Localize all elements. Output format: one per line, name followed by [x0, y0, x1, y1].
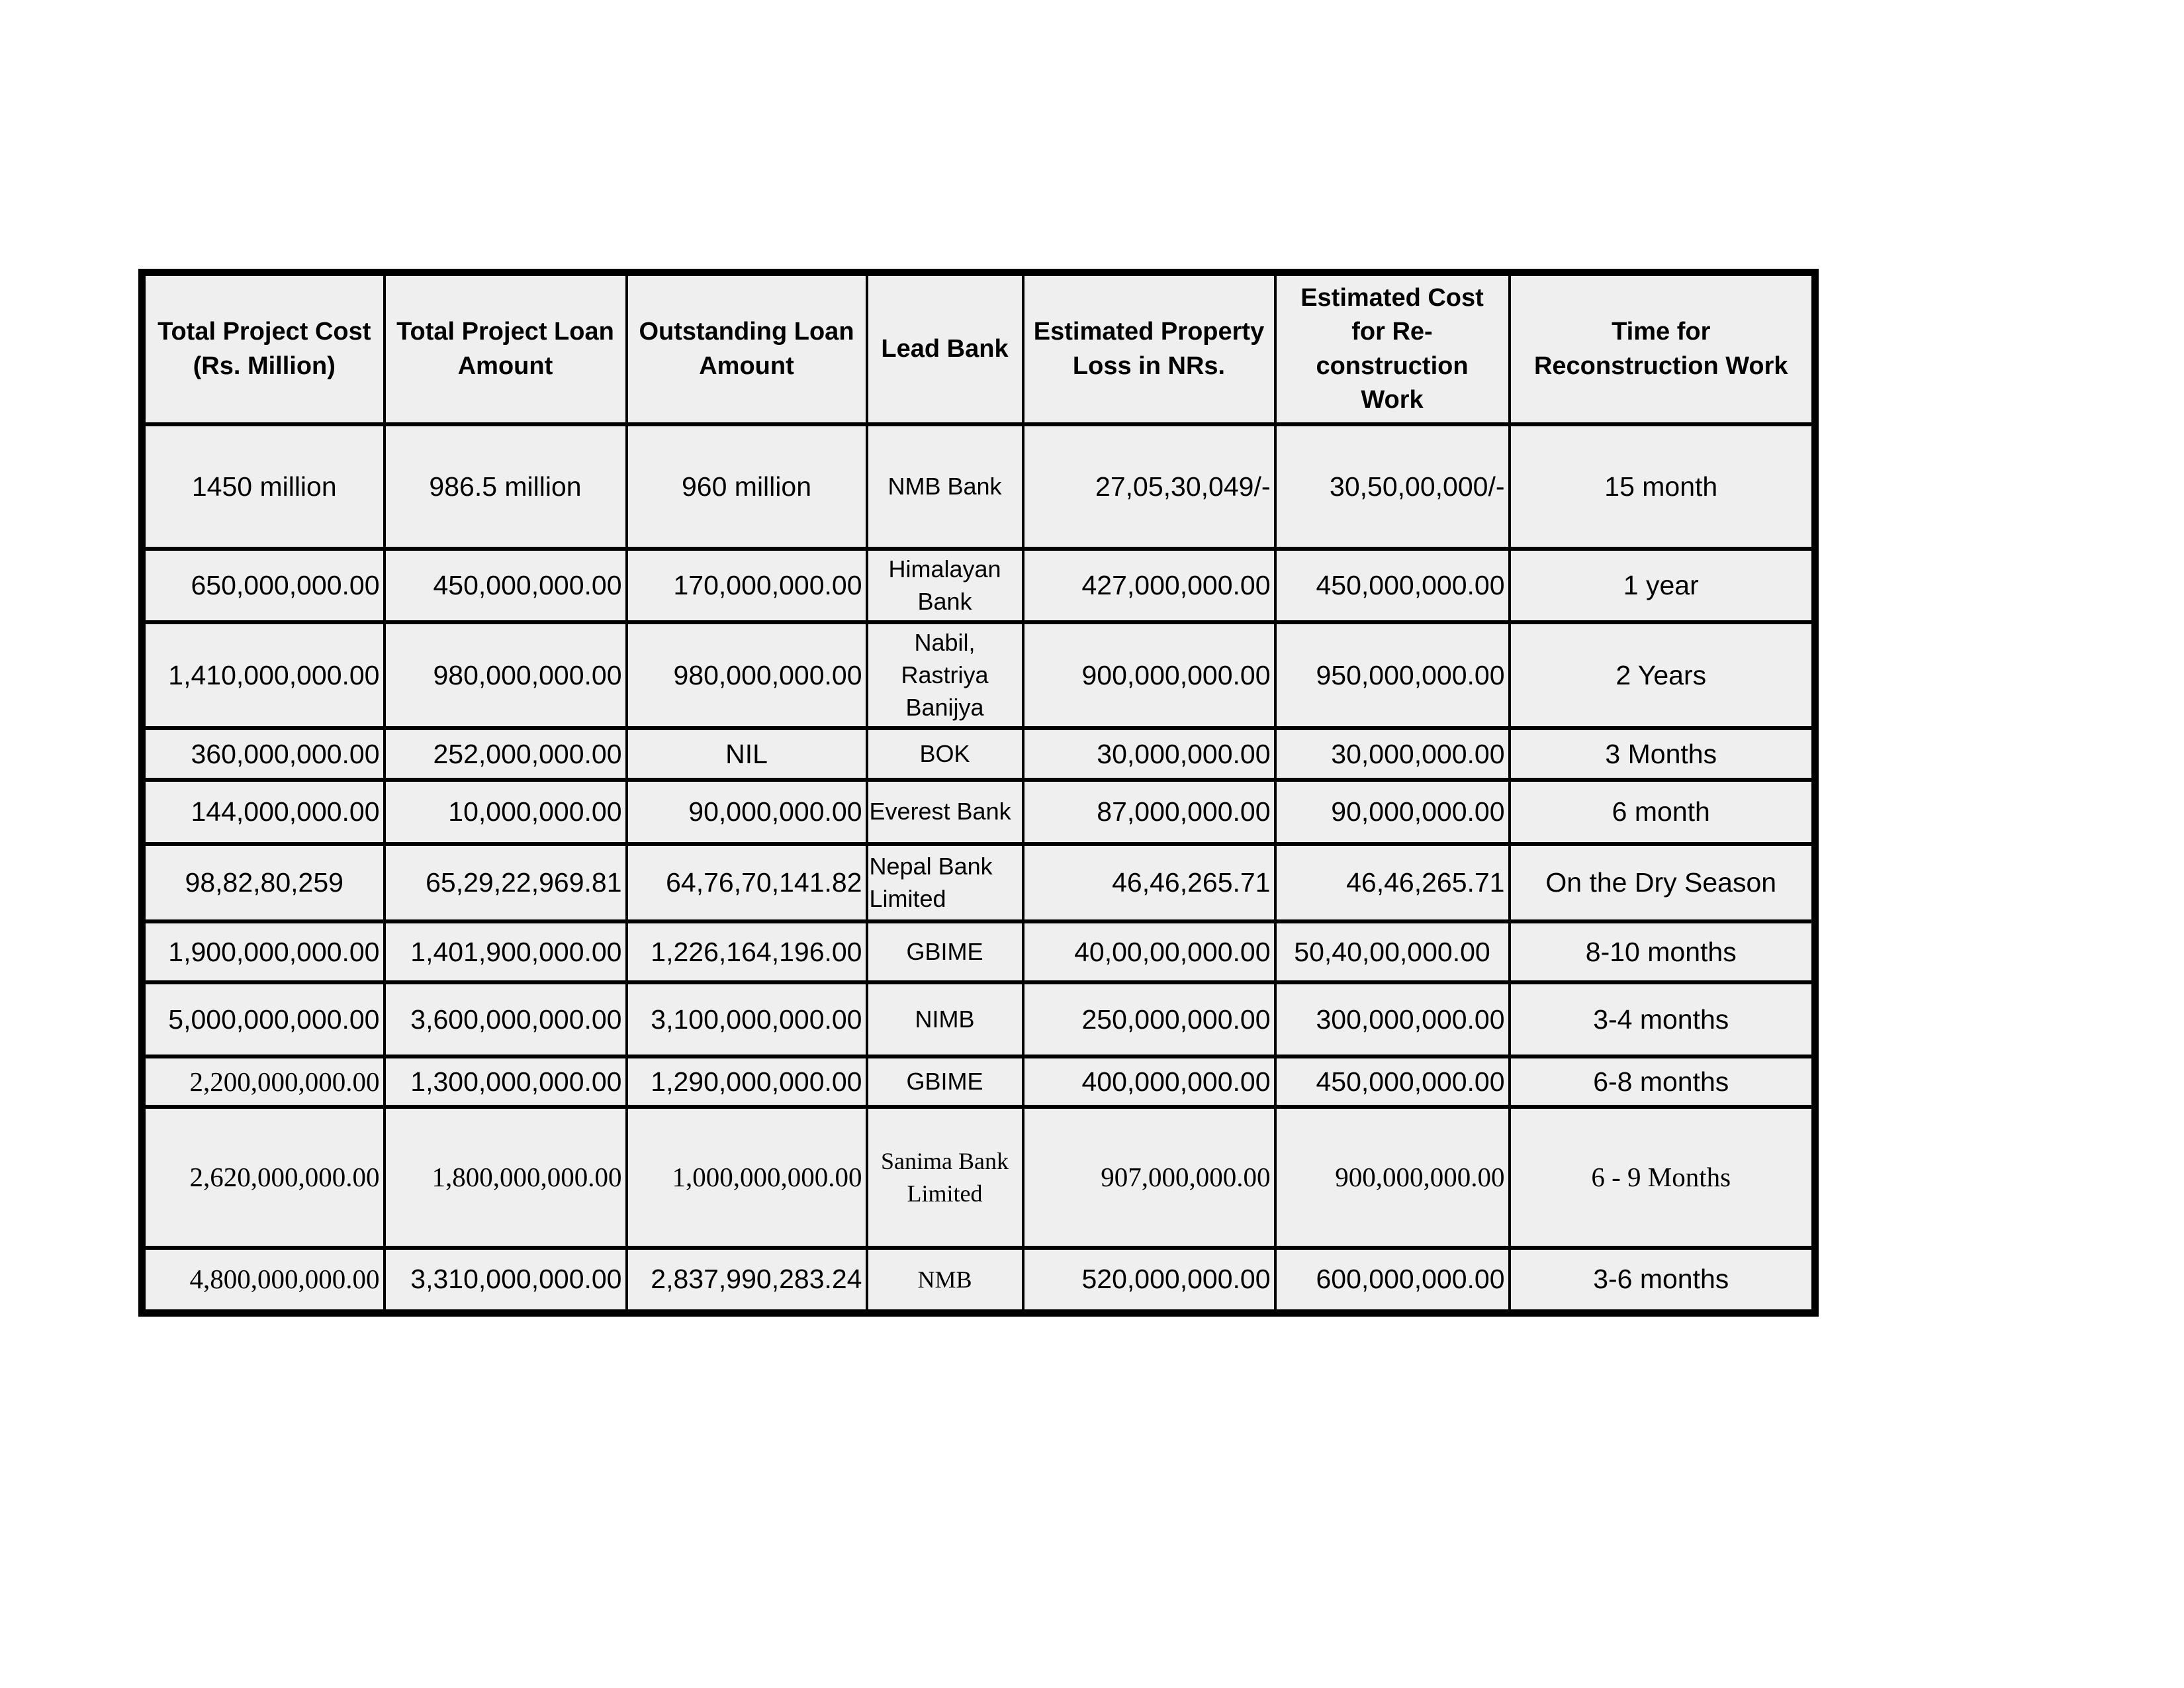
- cell-r7-c5: 40,00,00,000.00: [1023, 921, 1275, 982]
- cell-r9-c6: 450,000,000.00: [1275, 1056, 1510, 1107]
- cell-r3-c2: 980,000,000.00: [385, 622, 627, 728]
- cell-r8-c4: NIMB: [867, 982, 1023, 1056]
- cell-r8-c2: 3,600,000,000.00: [385, 982, 627, 1056]
- cell-r11-c7: 3-6 months: [1510, 1248, 1815, 1313]
- table-row-6: [142, 844, 1815, 921]
- cell-r4-c3: NIL: [627, 728, 867, 780]
- header-row: [142, 273, 1815, 425]
- cell-r10-c7: 6 - 9 Months: [1510, 1107, 1815, 1248]
- cell-r9-c3: 1,290,000,000.00: [627, 1056, 867, 1107]
- cell-r9-c5: 400,000,000.00: [1023, 1056, 1275, 1107]
- cell-r3-c1: 1,410,000,000.00: [142, 622, 385, 728]
- cell-r3-c5: 900,000,000.00: [1023, 622, 1275, 728]
- cell-r2-c6: 450,000,000.00: [1275, 549, 1510, 622]
- cell-r4-c2: 252,000,000.00: [385, 728, 627, 780]
- cell-r5-c4: Everest Bank: [867, 780, 1023, 844]
- cell-r3-c4: Nabil, Rastriya Banijya: [867, 622, 1023, 728]
- cell-r6-c3: 64,76,70,141.82: [627, 844, 867, 921]
- cell-r7-c6: 50,40,00,000.00: [1275, 921, 1510, 982]
- cell-r1-c4: NMB Bank: [867, 424, 1023, 549]
- cell-r2-c3: 170,000,000.00: [627, 549, 867, 622]
- table-row-8: [142, 982, 1815, 1056]
- header-cell-5: Estimated Property Loss in NRs.: [1023, 273, 1275, 425]
- cell-r6-c5: 46,46,265.71: [1023, 844, 1275, 921]
- cell-r8-c1: 5,000,000,000.00: [142, 982, 385, 1056]
- table-row-7: [142, 921, 1815, 982]
- cell-r2-c7: 1 year: [1510, 549, 1815, 622]
- cell-r3-c7: 2 Years: [1510, 622, 1815, 728]
- cell-r11-c2: 3,310,000,000.00: [385, 1248, 627, 1313]
- cell-r1-c1: 1450 million: [142, 424, 385, 549]
- table-body: [142, 424, 1815, 1313]
- cell-r2-c4: Himalayan Bank: [867, 549, 1023, 622]
- cell-r4-c5: 30,000,000.00: [1023, 728, 1275, 780]
- cell-r11-c4: NMB: [867, 1248, 1023, 1313]
- cell-r6-c1: 98,82,80,259: [142, 844, 385, 921]
- cell-r2-c5: 427,000,000.00: [1023, 549, 1275, 622]
- cell-r1-c2: 986.5 million: [385, 424, 627, 549]
- table-row-3: [142, 622, 1815, 728]
- cell-r10-c6: 900,000,000.00: [1275, 1107, 1510, 1248]
- cell-r4-c4: BOK: [867, 728, 1023, 780]
- table-row-2: [142, 549, 1815, 622]
- header-cell-3: Outstanding Loan Amount: [627, 273, 867, 425]
- cell-r6-c4: Nepal Bank Limited: [867, 844, 1023, 921]
- cell-r10-c2: 1,800,000,000.00: [385, 1107, 627, 1248]
- cell-r7-c7: 8-10 months: [1510, 921, 1815, 982]
- cell-r11-c1: 4,800,000,000.00: [142, 1248, 385, 1313]
- project-loan-table-wrap: [138, 269, 1811, 1317]
- table-row-11: [142, 1248, 1815, 1313]
- table-row-10: [142, 1107, 1815, 1248]
- cell-r5-c3: 90,000,000.00: [627, 780, 867, 844]
- project-loan-table: [138, 269, 1819, 1317]
- cell-r5-c1: 144,000,000.00: [142, 780, 385, 844]
- cell-r5-c2: 10,000,000.00: [385, 780, 627, 844]
- cell-r1-c7: 15 month: [1510, 424, 1815, 549]
- cell-r5-c5: 87,000,000.00: [1023, 780, 1275, 844]
- cell-r4-c1: 360,000,000.00: [142, 728, 385, 780]
- cell-r1-c6: 30,50,00,000/-: [1275, 424, 1510, 549]
- cell-r9-c7: 6-8 months: [1510, 1056, 1815, 1107]
- cell-r7-c1: 1,900,000,000.00: [142, 921, 385, 982]
- cell-r6-c7: On the Dry Season: [1510, 844, 1815, 921]
- cell-r10-c5: 907,000,000.00: [1023, 1107, 1275, 1248]
- header-cell-6: Estimated Cost for Re-construction Work: [1275, 273, 1510, 425]
- cell-r7-c3: 1,226,164,196.00: [627, 921, 867, 982]
- cell-r3-c6: 950,000,000.00: [1275, 622, 1510, 728]
- cell-r8-c7: 3-4 months: [1510, 982, 1815, 1056]
- cell-r10-c4: Sanima Bank Limited: [867, 1107, 1023, 1248]
- cell-r3-c3: 980,000,000.00: [627, 622, 867, 728]
- cell-r5-c6: 90,000,000.00: [1275, 780, 1510, 844]
- table-row-9: [142, 1056, 1815, 1107]
- cell-r9-c1: 2,200,000,000.00: [142, 1056, 385, 1107]
- cell-r10-c1: 2,620,000,000.00: [142, 1107, 385, 1248]
- cell-r9-c4: GBIME: [867, 1056, 1023, 1107]
- table-row-1: [142, 424, 1815, 549]
- cell-r7-c4: GBIME: [867, 921, 1023, 982]
- cell-r10-c3: 1,000,000,000.00: [627, 1107, 867, 1248]
- cell-r1-c3: 960 million: [627, 424, 867, 549]
- table-row-4: [142, 728, 1815, 780]
- table-header: [142, 273, 1815, 425]
- header-cell-7: Time for Reconstruction Work: [1510, 273, 1815, 425]
- cell-r8-c6: 300,000,000.00: [1275, 982, 1510, 1056]
- cell-r11-c6: 600,000,000.00: [1275, 1248, 1510, 1313]
- cell-r8-c5: 250,000,000.00: [1023, 982, 1275, 1056]
- cell-r4-c6: 30,000,000.00: [1275, 728, 1510, 780]
- cell-r8-c3: 3,100,000,000.00: [627, 982, 867, 1056]
- cell-r4-c7: 3 Months: [1510, 728, 1815, 780]
- cell-r9-c2: 1,300,000,000.00: [385, 1056, 627, 1107]
- cell-r6-c2: 65,29,22,969.81: [385, 844, 627, 921]
- cell-r6-c6: 46,46,265.71: [1275, 844, 1510, 921]
- cell-r11-c5: 520,000,000.00: [1023, 1248, 1275, 1313]
- cell-r1-c5: 27,05,30,049/-: [1023, 424, 1275, 549]
- cell-r7-c2: 1,401,900,000.00: [385, 921, 627, 982]
- cell-r2-c2: 450,000,000.00: [385, 549, 627, 622]
- cell-r2-c1: 650,000,000.00: [142, 549, 385, 622]
- cell-r5-c7: 6 month: [1510, 780, 1815, 844]
- header-cell-2: Total Project Loan Amount: [385, 273, 627, 425]
- cell-r11-c3: 2,837,990,283.24: [627, 1248, 867, 1313]
- header-cell-1: Total Project Cost (Rs. Million): [142, 273, 385, 425]
- header-cell-4: Lead Bank: [867, 273, 1023, 425]
- table-row-5: [142, 780, 1815, 844]
